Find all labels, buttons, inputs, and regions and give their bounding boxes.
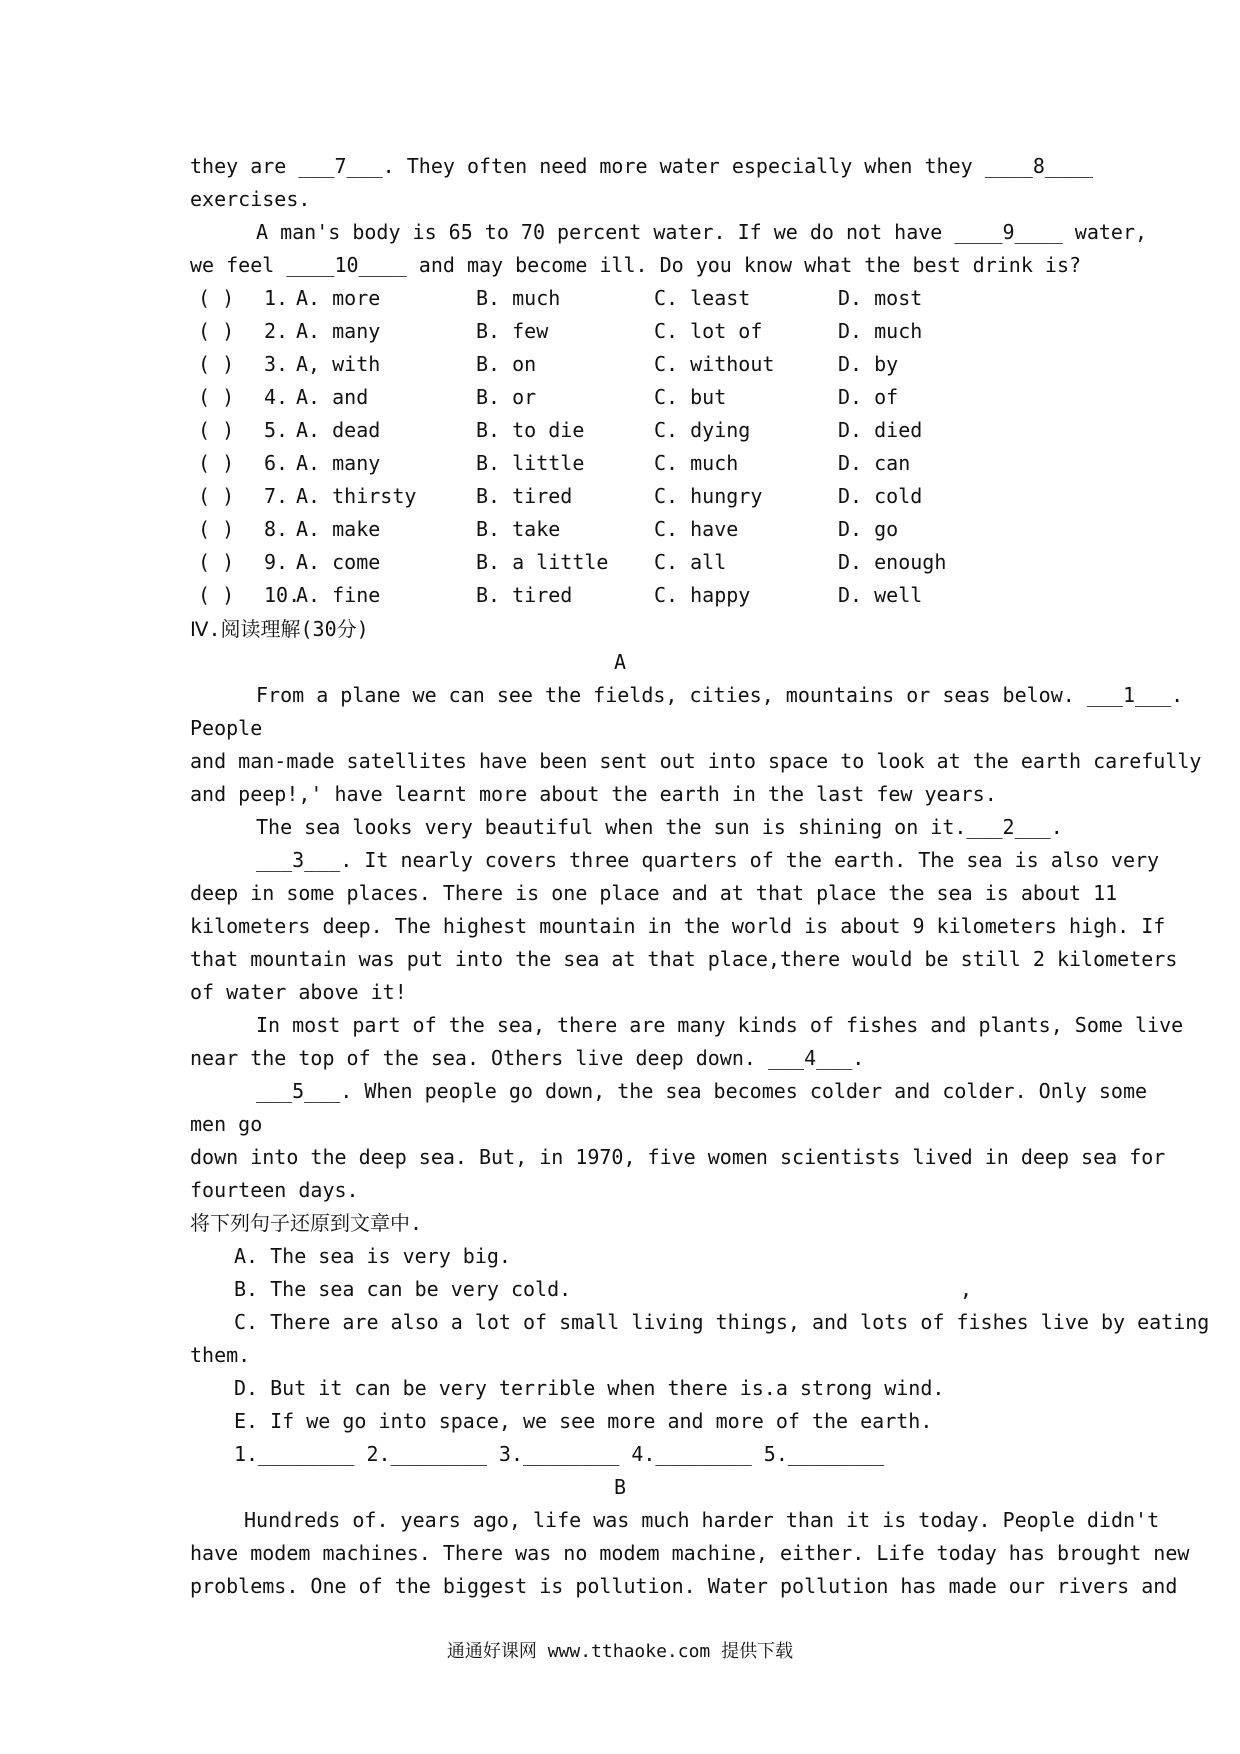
choice-b: B. to die	[476, 418, 585, 442]
option-line: B. The sea can be very cold.	[234, 1277, 572, 1301]
instruction-text: 将下列句子还原到文章中.	[190, 1211, 423, 1235]
passage-b-label: B	[613, 1475, 627, 1499]
choice-paren: ( )	[198, 583, 235, 607]
choice-b: B. a little	[476, 550, 609, 574]
choice-row	[198, 282, 1058, 314]
choice-a: A. and	[296, 385, 369, 409]
choice-d: D. died	[838, 418, 923, 442]
choice-paren: ( )	[198, 418, 235, 442]
choice-num: 6.	[264, 451, 289, 475]
passage-line: The sea looks very beautiful when the sun is shining on it.___2___.	[256, 815, 1063, 839]
choice-num: 7.	[264, 484, 289, 508]
passage-line: ___3___. It nearly covers three quarters of the earth. The sea is also very	[256, 848, 1160, 872]
choice-d: D. enough	[838, 550, 947, 574]
choice-b: B. on	[476, 352, 537, 376]
choice-d: D. cold	[838, 484, 923, 508]
choice-paren: ( )	[198, 286, 235, 310]
choice-d: D. much	[838, 319, 923, 343]
choice-paren: ( )	[198, 484, 235, 508]
passage-line: In most part of the sea, there are many kinds of fishes and plants, Some live	[256, 1013, 1184, 1037]
choice-d: D. go	[838, 517, 899, 541]
choice-a: A. come	[296, 550, 381, 574]
choice-c: C. have	[654, 517, 739, 541]
choice-row	[198, 480, 1058, 512]
cloze-line: A man's body is 65 to 70 percent water. If we do not have ____9____ water,	[256, 220, 1148, 244]
choice-a: A. make	[296, 517, 381, 541]
choice-d: D. most	[838, 286, 923, 310]
choice-num: 10.	[264, 583, 301, 607]
answer-line: 1.________ 2.________ 3.________ 4.________ 5.________	[234, 1442, 885, 1466]
choice-c: C. happy	[654, 583, 751, 607]
choice-row	[198, 546, 1058, 578]
choice-b: B. few	[476, 319, 549, 343]
passage-line: deep in some places. There is one place and at that place the sea is about 11	[190, 881, 1118, 905]
passage-line: and peep!,' have learnt more about the earth in the last few years.	[190, 782, 997, 806]
option-line: A. The sea is very big.	[234, 1244, 511, 1268]
passage-line: of water above it!	[190, 980, 407, 1004]
choice-paren: ( )	[198, 319, 235, 343]
choice-b: B. tired	[476, 484, 573, 508]
choice-a: A. many	[296, 451, 381, 475]
choice-c: C. hungry	[654, 484, 763, 508]
choice-row	[198, 414, 1058, 446]
choice-c: C. much	[654, 451, 739, 475]
passage-line: have modem machines. There was no modem machine, either. Life today has brought new	[190, 1541, 1190, 1565]
choice-b: B. or	[476, 385, 537, 409]
choice-row	[198, 348, 1058, 380]
choice-b: B. take	[476, 517, 561, 541]
option-line: them.	[190, 1343, 251, 1367]
passage-line: ___5___. When people go down, the sea becomes colder and colder. Only some	[256, 1079, 1148, 1103]
choice-a: A, with	[296, 352, 381, 376]
passage-line: near the top of the sea. Others live deep down. ___4___.	[190, 1046, 865, 1070]
choice-num: 9.	[264, 550, 289, 574]
choice-row	[198, 447, 1058, 479]
choice-b: B. little	[476, 451, 585, 475]
choice-row	[198, 513, 1058, 545]
stray-mark: ,	[960, 1277, 973, 1301]
option-line: C. There are also a lot of small living things, and lots of fishes live by eating	[234, 1310, 1210, 1334]
choice-num: 8.	[264, 517, 289, 541]
choice-row	[198, 381, 1058, 413]
choice-c: C. all	[654, 550, 727, 574]
cloze-line: we feel ____10____ and may become ill. Do you know what the best drink is?	[190, 253, 1082, 277]
passage-line: problems. One of the biggest is pollution. Water pollution has made our rivers and	[190, 1574, 1178, 1598]
choice-c: C. least	[654, 286, 751, 310]
passage-line: From a plane we can see the fields, cities, mountains or seas below. ___1___.	[256, 683, 1184, 707]
choice-c: C. but	[654, 385, 727, 409]
passage-line: and man-made satellites have been sent out into space to look at the earth carefully	[190, 749, 1202, 773]
choice-num: 4.	[264, 385, 289, 409]
choice-c: C. lot of	[654, 319, 763, 343]
choice-a: A. many	[296, 319, 381, 343]
choice-a: A. dead	[296, 418, 381, 442]
choice-paren: ( )	[198, 352, 235, 376]
choice-num: 5.	[264, 418, 289, 442]
choice-a: A. fine	[296, 583, 381, 607]
option-line: D. But it can be very terrible when there is.a strong wind.	[234, 1376, 945, 1400]
cloze-line: they are ___7___. They often need more water especially when they ____8____	[190, 154, 1094, 178]
choice-num: 3.	[264, 352, 289, 376]
choice-d: D. well	[838, 583, 923, 607]
choice-d: D. of	[838, 385, 899, 409]
choice-c: C. dying	[654, 418, 751, 442]
choice-paren: ( )	[198, 451, 235, 475]
choice-paren: ( )	[198, 550, 235, 574]
passage-a-label: A	[613, 650, 627, 674]
passage-line: men go	[190, 1112, 263, 1136]
passage-line: down into the deep sea. But, in 1970, five women scientists lived in deep sea for	[190, 1145, 1166, 1169]
page-footer: 通通好课网 www.tthaoke.com 提供下载	[446, 1641, 794, 1662]
choice-d: D. by	[838, 352, 899, 376]
cloze-line: exercises.	[190, 187, 311, 211]
option-line: E. If we go into space, we see more and more of the earth.	[234, 1409, 933, 1433]
passage-line: People	[190, 716, 263, 740]
choice-paren: ( )	[198, 385, 235, 409]
choice-b: B. much	[476, 286, 561, 310]
section-heading: Ⅳ.阅读理解(30分)	[190, 617, 369, 641]
choice-c: C. without	[654, 352, 775, 376]
choice-num: 1.	[264, 286, 289, 310]
choice-b: B. tired	[476, 583, 573, 607]
choice-a: A. thirsty	[296, 484, 417, 508]
passage-line: kilometers deep. The highest mountain in the world is about 9 kilometers high. If	[190, 914, 1166, 938]
passage-line: fourteen days.	[190, 1178, 359, 1202]
passage-line: Hundreds of. years ago, life was much harder than it is today. People didn't	[244, 1508, 1160, 1532]
choice-d: D. can	[838, 451, 911, 475]
choice-row	[198, 315, 1058, 347]
choice-a: A. more	[296, 286, 381, 310]
choice-paren: ( )	[198, 517, 235, 541]
choice-num: 2.	[264, 319, 289, 343]
passage-line: that mountain was put into the sea at that place,there would be still 2 kilometers	[190, 947, 1178, 971]
choice-row	[198, 579, 1058, 611]
